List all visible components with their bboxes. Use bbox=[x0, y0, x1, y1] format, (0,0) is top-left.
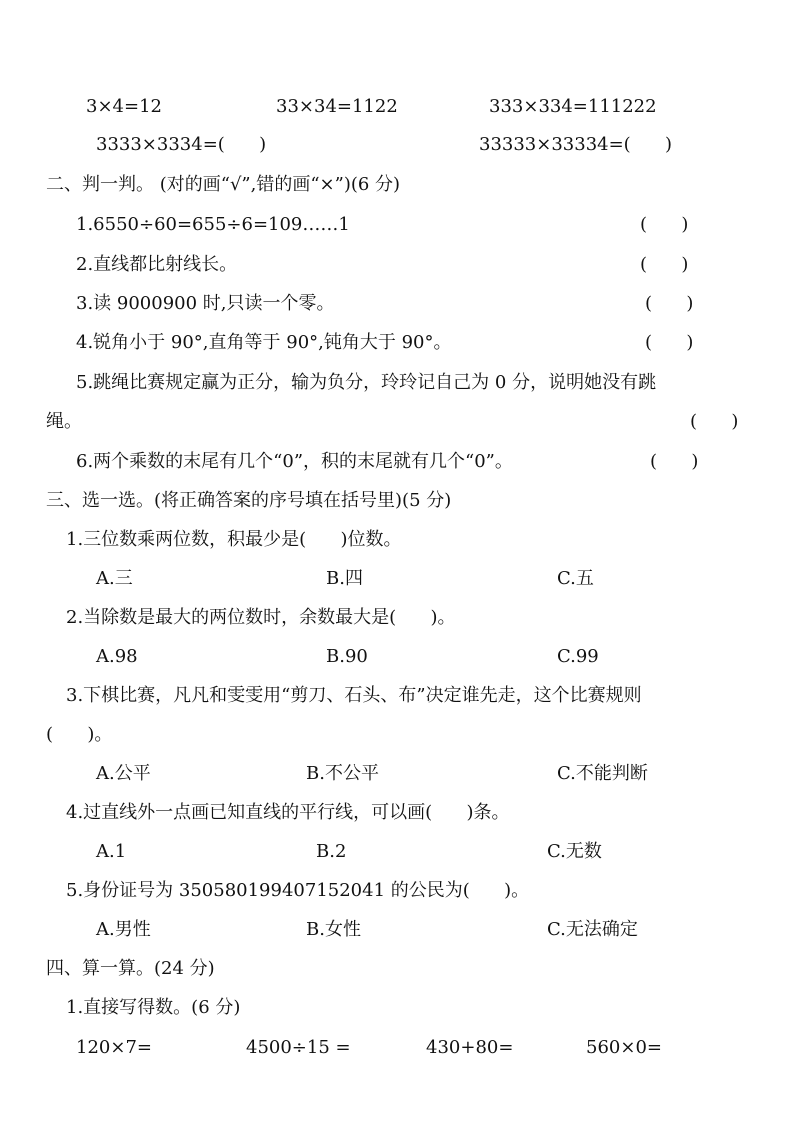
choice-q3-c: C.不能判断 bbox=[557, 763, 648, 784]
choice-q2-a: A.98 bbox=[96, 646, 138, 667]
choice-q4-b: B.2 bbox=[316, 841, 347, 862]
judge-paren-2: ( ) bbox=[640, 254, 689, 275]
calc-4: 560×0= bbox=[586, 1037, 662, 1058]
judge-item-2: 2.直线都比射线长。 bbox=[76, 254, 238, 275]
pattern-eq-2: 33×34=1122 bbox=[276, 96, 398, 117]
section4-sub1: 1.直接写得数。(6 分) bbox=[66, 997, 241, 1018]
choice-q3: 3.下棋比赛，凡凡和雯雯用“剪刀、石头、布”决定谁先走，这个比赛规则 bbox=[66, 685, 642, 706]
pattern-eq-3: 333×334=111222 bbox=[489, 96, 657, 117]
section3-title: 三、选一选。(将正确答案的序号填在括号里)(5 分) bbox=[46, 490, 452, 511]
judge-paren-4: ( ) bbox=[645, 332, 694, 353]
choice-q5-c: C.无法确定 bbox=[547, 919, 638, 940]
judge-paren-3: ( ) bbox=[645, 293, 694, 314]
choice-q2: 2.当除数是最大的两位数时，余数最大是( )。 bbox=[66, 607, 456, 628]
judge-item-3: 3.读 9000900 时,只读一个零。 bbox=[76, 293, 335, 314]
judge-item-1: 1.6550÷60=655÷6=109……1 bbox=[76, 214, 350, 235]
choice-q2-c: C.99 bbox=[557, 646, 599, 667]
choice-q1-c: C.五 bbox=[557, 568, 594, 589]
pattern-eq-4: 3333×3334=( ) bbox=[96, 134, 267, 155]
choice-q1-a: A.三 bbox=[96, 568, 133, 589]
choice-q5-b: B.女性 bbox=[306, 919, 361, 940]
choice-q2-b: B.90 bbox=[326, 646, 368, 667]
choice-q1-b: B.四 bbox=[326, 568, 363, 589]
judge-item-6: 6.两个乘数的末尾有几个“0”，积的末尾就有几个“0”。 bbox=[76, 451, 513, 472]
judge-paren-6: ( ) bbox=[650, 451, 699, 472]
choice-q3-a: A.公平 bbox=[96, 763, 151, 784]
choice-q1: 1.三位数乘两位数，积最少是( )位数。 bbox=[66, 529, 402, 550]
choice-q5-a: A.男性 bbox=[96, 919, 151, 940]
pattern-eq-1: 3×4=12 bbox=[86, 96, 162, 117]
judge-item-5-cont: 绳。 bbox=[46, 411, 82, 432]
choice-q4: 4.过直线外一点画已知直线的平行线，可以画( )条。 bbox=[66, 802, 510, 823]
choice-q3-b: B.不公平 bbox=[306, 763, 379, 784]
choice-q4-a: A.1 bbox=[96, 841, 127, 862]
choice-q4-c: C.无数 bbox=[547, 841, 602, 862]
choice-q3-cont: ( )。 bbox=[46, 724, 113, 745]
section2-title: 二、判一判。 (对的画“√”,错的画“×”)(6 分) bbox=[46, 174, 401, 195]
calc-1: 120×7= bbox=[76, 1037, 152, 1058]
judge-paren-5: ( ) bbox=[690, 411, 739, 432]
pattern-eq-5: 33333×33334=( ) bbox=[479, 134, 673, 155]
judge-paren-1: ( ) bbox=[640, 214, 689, 235]
section4-title: 四、算一算。(24 分) bbox=[46, 958, 215, 979]
judge-item-5: 5.跳绳比赛规定赢为正分，输为负分，玲玲记自己为 0 分，说明她没有跳 bbox=[76, 372, 657, 393]
judge-item-4: 4.锐角小于 90°,直角等于 90°,钝角大于 90°。 bbox=[76, 332, 452, 353]
calc-2: 4500÷15 = bbox=[246, 1037, 351, 1058]
choice-q5: 5.身份证号为 350580199407152041 的公民为( )。 bbox=[66, 880, 530, 901]
calc-3: 430+80= bbox=[426, 1037, 514, 1058]
